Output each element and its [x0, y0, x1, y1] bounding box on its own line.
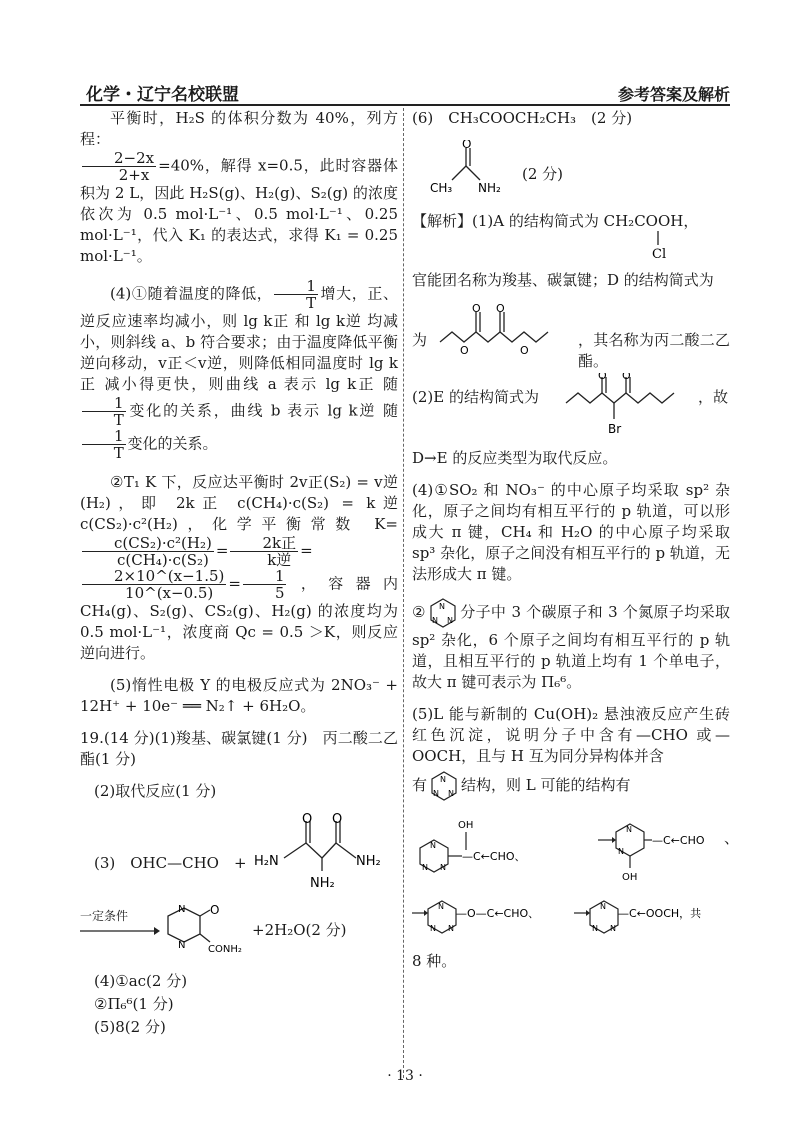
svg-text:O: O: [332, 813, 343, 827]
svg-text:N: N: [430, 841, 436, 850]
svg-text:N: N: [448, 924, 454, 933]
reaction-arrow: [80, 926, 160, 936]
answer-page: [80, 78, 740, 1088]
analysis-5: (5)L 能与新制的 Cu(OH)₂ 悬浊液反应产生砖红色沉淀，说明分子中含有—CHO 或—OOCH，且与 H 互为同分异构体并含: [412, 705, 730, 765]
analysis-4-1: (4)①SO₂ 和 NO₃⁻ 的中心原子均采取 sp² 杂化，原子之间均有相互平行的 p 轨道，可以形成大 π 键，CH₄ 和 H₂O 的中心原子均采取 sp³ 杂化，原子之间没有相互平行的 p 轨道，无法形成大 π 键。: [412, 481, 730, 583]
svg-text:H₂N: H₂N: [254, 854, 279, 869]
bromo-malonate-structure: [562, 373, 692, 443]
svg-text:N: N: [438, 602, 445, 611]
svg-text:N: N: [600, 902, 606, 911]
analysis-1: 【解析】(1)A 的结构简式为 CH₂COOH， Cl: [412, 207, 730, 259]
svg-text:—O—C←CHO、: —O—C←CHO、: [456, 907, 540, 920]
svg-text:N: N: [422, 863, 428, 872]
acetamide-answer: O CH₃ NH₂ (2 分): [412, 140, 730, 196]
right-column: [412, 108, 740, 983]
svg-text:OH: OH: [458, 820, 474, 831]
analysis-2: (2)E 的结构简式为 O O Br ，故: [412, 373, 730, 437]
svg-text:N: N: [626, 825, 632, 834]
q19-part4-2: ②Π₆⁶(1 分): [94, 995, 174, 1013]
svg-text:N: N: [431, 616, 438, 625]
column-divider: [403, 108, 404, 1078]
svg-text:—C←CHO、: —C←CHO、: [462, 850, 526, 863]
svg-text:—C←CHO: —C←CHO: [652, 834, 705, 847]
q19-part2: (2)取代反应(1 分): [94, 782, 217, 800]
isomers-row2: [412, 895, 730, 947]
svg-text:OH: OH: [622, 872, 638, 883]
svg-text:NH₂: NH₂: [310, 876, 335, 891]
page-header: [80, 78, 730, 106]
svg-text:O: O: [622, 373, 631, 382]
header-section: 参考答案及解析: [617, 85, 730, 104]
svg-text:N: N: [430, 924, 436, 933]
fraction-k-expression: $\frac{\text{c(CS₂)·c²(H₂)}}{\text{c(CH₄)·c(S₂)}}$: [82, 535, 214, 568]
isomer-2-structure: [596, 814, 726, 890]
svg-text:O: O: [210, 903, 220, 917]
svg-text:O: O: [302, 813, 313, 827]
isomers-row1: N N N OH —C←CHO、 N N —C←CHO OH 、: [412, 814, 730, 884]
header-subject: 化学・辽宁名校联盟: [86, 85, 239, 105]
isomer-4-structure: [574, 895, 730, 953]
svg-text:CONH₂: CONH₂: [208, 944, 242, 955]
svg-text:—C←OOCH，共: —C←OOCH，共: [618, 907, 702, 920]
fraction-k-values: $\frac{2\times 10\^{}(x-1.5)}{10\^{}(x-0.5)}$: [82, 568, 226, 601]
fraction-1-over-t: $\frac{1}{T}$: [82, 395, 126, 428]
svg-text:Br: Br: [608, 422, 622, 436]
para-5-electrode: (5)惰性电极 Y 的电极反应式为 2NO₃⁻ + 12H⁺ + 10e⁻ ══ N₂↑ + 6H₂O。: [80, 676, 398, 715]
svg-text:Cl: Cl: [652, 247, 667, 259]
svg-text:O: O: [520, 344, 529, 357]
svg-text:N: N: [440, 775, 446, 784]
analysis-5-cont: 有 N N N 结构，则 L 可能的结构有: [412, 769, 730, 803]
para-4-2: ②T₁ K 下，反应达平衡时 2v正(S₂) = v逆(H₂)，即 2k正 c(CH₄)·c(S₂) = k逆 c(CS₂)·c²(H₂)，化学平衡常数 K= $\frac{\text{c(CS₂)·c²(H₂)}}{\text{c(CH₄)·c(S₂)}}$ = $\frac{\text{2k正}}{\text{k逆}}$ = $\frac{2\times 10\^{}(x-1.5)}{10\^{}(x-0.5)}$ = $\frac{1}{5}$ ，容器内 CH₄(g)、S₂(g)、CS₂(g)、H₂(g) 的浓度均为 0.5 mol·L⁻¹，浓度商 Qc = 0.5 ＞K，则反应逆向进行。: [80, 473, 398, 662]
isomer-count: 8 种。: [412, 952, 457, 970]
svg-text:NH₂: NH₂: [478, 181, 501, 195]
pyrazine-amide-structure: [162, 902, 252, 966]
svg-text:N: N: [448, 789, 454, 798]
svg-text:N: N: [440, 863, 446, 872]
svg-text:CH₃: CH₃: [430, 181, 453, 195]
page-number: · 13 ·: [387, 1068, 423, 1084]
svg-text:NH₂: NH₂: [356, 854, 381, 869]
q19-part3-reactants: (3) OHC—CHO + O O H₂N NH₂ NH₂: [94, 813, 398, 891]
isomer-1-structure: [412, 814, 562, 890]
q19-part3-product: 一定条件 N N O CONH₂ +2H₂O(2 分): [80, 902, 398, 960]
triazine-icon: [426, 596, 460, 630]
svg-text:O: O: [496, 302, 505, 315]
analysis-2-type: D→E 的反应类型为取代反应。: [412, 449, 618, 467]
svg-text:N: N: [592, 924, 598, 933]
svg-text:N: N: [438, 902, 444, 911]
isomer-3-structure: [412, 895, 582, 953]
fraction-one-fifth: $\frac{1}{5}$: [243, 568, 287, 601]
fraction-h2s: $\frac{2-2x}{2+x}$: [82, 150, 156, 183]
svg-text:N: N: [618, 847, 624, 856]
chloro-substituent: [648, 231, 678, 259]
svg-text:N: N: [610, 924, 616, 933]
analysis-4-2: ② N N N 分子中 3 个碳原子和 3 个氮原子均采取 sp² 杂化，6 个原子之间均有相互平行的 p 轨道，且相互平行的 p 轨道上均有 1 个单电子，故大 π 键可表示为 Π₆⁶。: [412, 596, 730, 693]
svg-text:N: N: [446, 616, 453, 625]
svg-text:N: N: [178, 904, 186, 915]
answer-6: (6) CH₃COOCH₂CH₃ (2 分): [412, 109, 633, 127]
q19-part5: (5)8(2 分): [94, 1018, 166, 1036]
q19-part1: 19.(14 分)(1)羧基、碳氯键(1 分) 丙二酸二乙酯(1 分): [80, 729, 398, 768]
triazine-icon: [427, 769, 461, 803]
diethyl-malonate-line: 为 O O O O ，其名称为丙二酸二乙酯。: [412, 302, 730, 370]
svg-text:N: N: [433, 789, 439, 798]
svg-text:O: O: [460, 344, 469, 357]
acetamide-structure: [426, 140, 516, 202]
left-column: [80, 108, 398, 1049]
svg-text:O: O: [472, 302, 481, 315]
fraction-1-over-t: $\frac{1}{T}$: [82, 428, 126, 461]
malonamide-structure: [244, 813, 394, 899]
svg-text:N: N: [178, 940, 186, 951]
fraction-1-over-t: $\frac{1}{T}$: [274, 278, 318, 311]
fraction-k-ratio: $\frac{\text{2k正}}{\text{k逆}}$: [230, 535, 298, 568]
q19-part4-1: (4)①ac(2 分): [94, 972, 188, 990]
para-equilibrium: 平衡时，H₂S 的体积分数为 40%，列方程： $\frac{2-2x}{2+x}$ =40%，解得 x=0.5，此时容器体积为 2 L，因此 H₂S(g)、H₂(g)、S₂(g) 的浓度依次为 0.5 mol·L⁻¹、0.5 mol·L⁻¹、0.25 mol·L⁻¹，代入 K₁ 的表达式，求得 K₁ = 0.25 mol·L⁻¹。: [80, 109, 398, 265]
svg-text:O: O: [598, 373, 607, 382]
svg-text:O: O: [462, 140, 472, 151]
analysis-1-functional: 官能团名称为羧基、碳氯键；D 的结构简式为: [412, 271, 714, 289]
diethyl-malonate-structure: [436, 302, 576, 368]
para-4-1: (4)①随着温度的降低， $\frac{1}{T}$ 增大，正、逆反应速率均减小，则 lg k正 和 lg k逆 均减小，则斜线 a、b 符合要求；由于温度降低平衡逆向移动，v正＜v逆，则降低相同温度时 lg k正 减小得更快，则曲线 a 表示 lg k正 随 $\frac{1}{T}$ 变化的关系，曲线 b 表示 lg k逆 随 $\frac{1}{T}$ 变化的关系。: [80, 277, 398, 462]
